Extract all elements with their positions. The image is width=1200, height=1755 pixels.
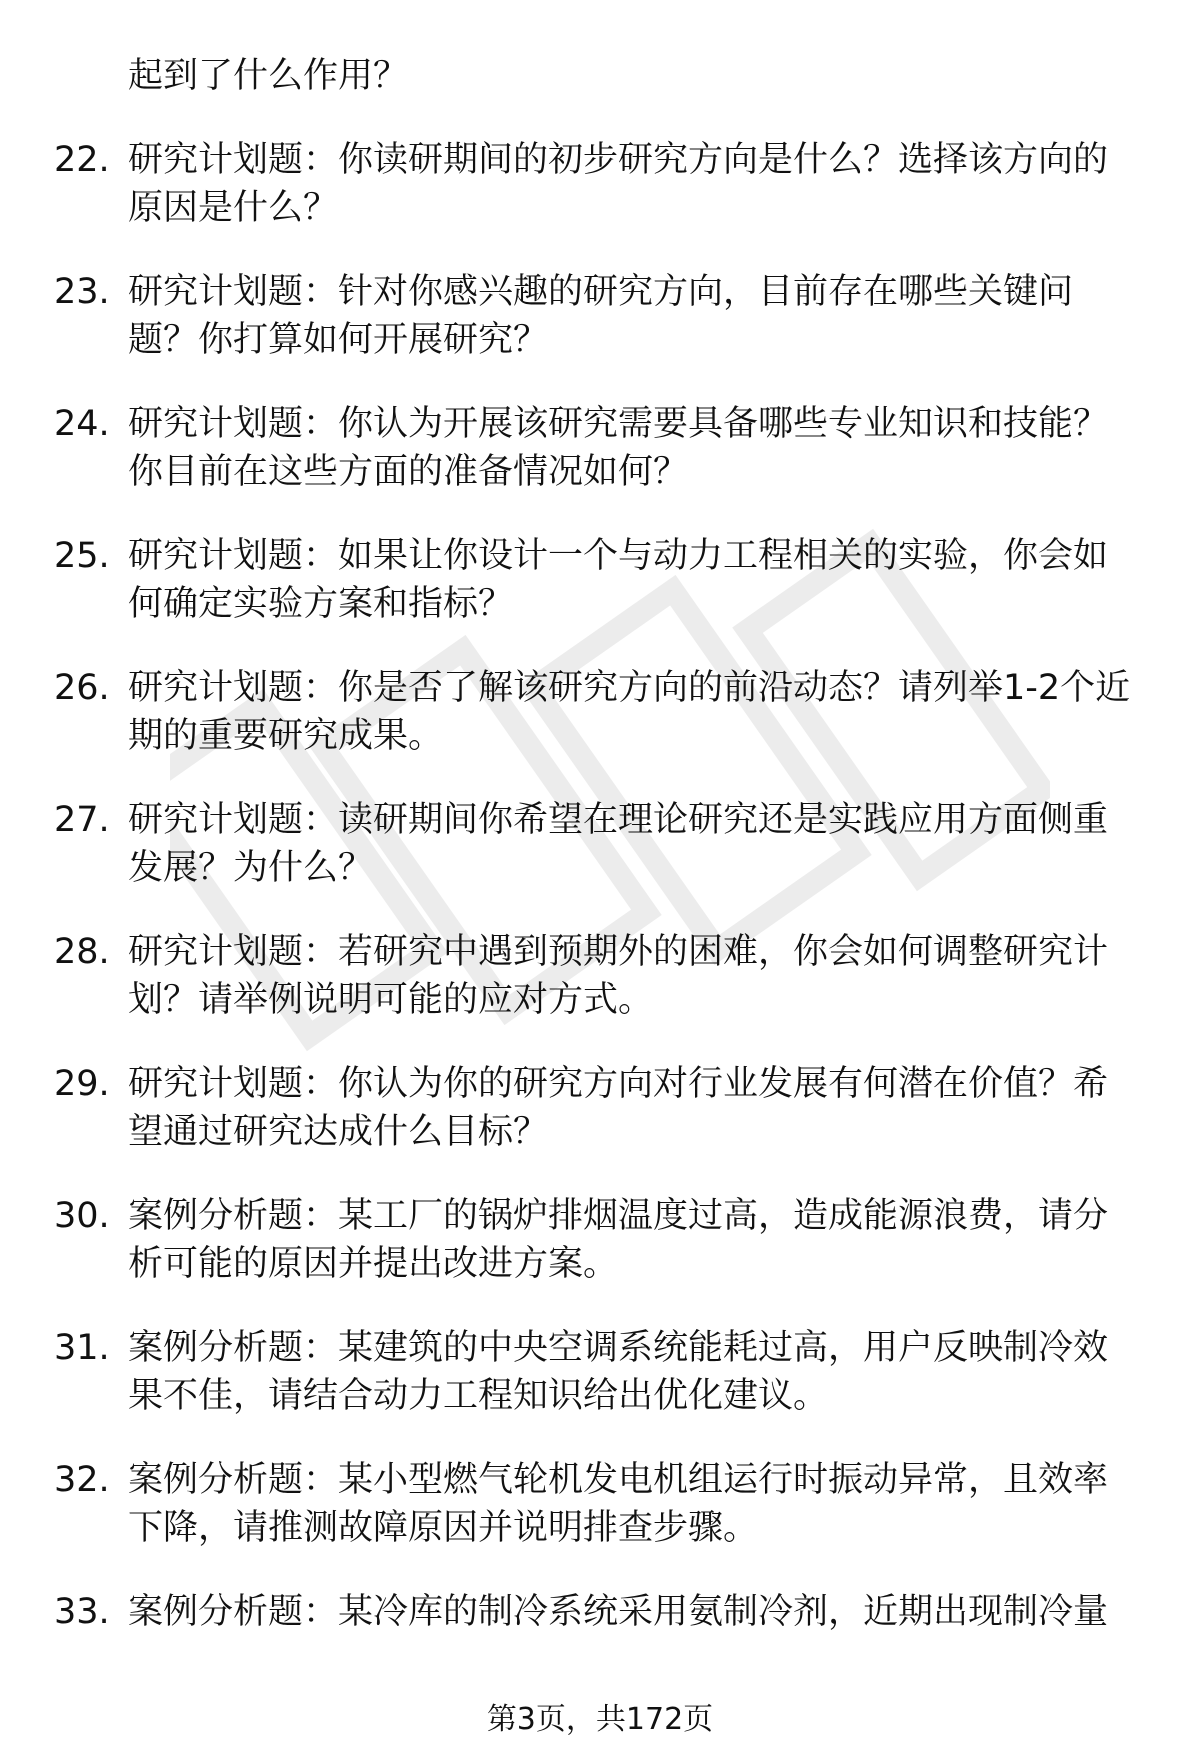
question-text: 研究计划题：如果让你设计一个与动力工程相关的实验，你会如何确定实验方案和指标？ xyxy=(128,536,1109,624)
question-number: 26. xyxy=(54,668,110,708)
question-text: 研究计划题：若研究中遇到预期外的困难，你会如何调整研究计划？请举例说明可能的应对方式。 xyxy=(128,932,1109,1020)
question-text: 研究计划题：你是否了解该研究方向的前沿动态？请列举1-2个近期的重要研究成果。 xyxy=(128,668,1131,756)
page-number-footer: 第3页，共172页 xyxy=(486,1702,714,1737)
question-number: 27. xyxy=(54,800,110,840)
question-number: 32. xyxy=(54,1460,110,1500)
list-item xyxy=(0,1060,1200,1156)
list-item xyxy=(0,928,1200,1024)
list-item xyxy=(0,268,1200,364)
question-text: 案例分析题：某建筑的中央空调系统能耗过高，用户反映制冷效果不佳，请结合动力工程知识给出优化建议。 xyxy=(128,1328,1109,1416)
list-item xyxy=(0,1456,1200,1552)
list-item xyxy=(0,664,1200,760)
question-text: 研究计划题：读研期间你希望在理论研究还是实践应用方面侧重发展？为什么？ xyxy=(128,800,1109,888)
list-item xyxy=(0,136,1200,232)
question-number: 22. xyxy=(54,140,110,180)
question-list xyxy=(0,52,1200,1672)
question-text: 研究计划题：针对你感兴趣的研究方向，目前存在哪些关键问题？你打算如何开展研究？ xyxy=(128,272,1074,360)
question-number: 25. xyxy=(54,536,110,576)
list-item xyxy=(0,1588,1200,1636)
list-item xyxy=(0,400,1200,496)
question-number: 30. xyxy=(54,1196,110,1236)
question-number: 31. xyxy=(54,1328,110,1368)
question-number: 28. xyxy=(54,932,110,972)
list-item xyxy=(0,1324,1200,1420)
question-number: 24. xyxy=(54,404,110,444)
list-item xyxy=(0,532,1200,628)
question-text: 研究计划题：你认为你的研究方向对行业发展有何潜在价值？希望通过研究达成什么目标？ xyxy=(128,1064,1109,1152)
previous-question-continuation: 起到了什么作用？ xyxy=(128,56,409,96)
question-number: 23. xyxy=(54,272,110,312)
question-text: 案例分析题：某冷库的制冷系统采用氨制冷剂，近期出现制冷量 xyxy=(128,1592,1109,1632)
question-text: 案例分析题：某工厂的锅炉排烟温度过高，造成能源浪费，请分析可能的原因并提出改进方案。 xyxy=(128,1196,1109,1284)
list-item xyxy=(0,796,1200,892)
question-number: 33. xyxy=(54,1592,110,1632)
question-text: 案例分析题：某小型燃气轮机发电机组运行时振动异常，且效率下降，请推测故障原因并说明排查步骤。 xyxy=(128,1460,1109,1548)
question-text: 研究计划题：你读研期间的初步研究方向是什么？选择该方向的原因是什么？ xyxy=(128,140,1109,228)
question-number: 29. xyxy=(54,1064,110,1104)
list-item xyxy=(0,1192,1200,1288)
question-text: 研究计划题：你认为开展该研究需要具备哪些专业知识和技能？你目前在这些方面的准备情况如何？ xyxy=(128,404,1109,492)
